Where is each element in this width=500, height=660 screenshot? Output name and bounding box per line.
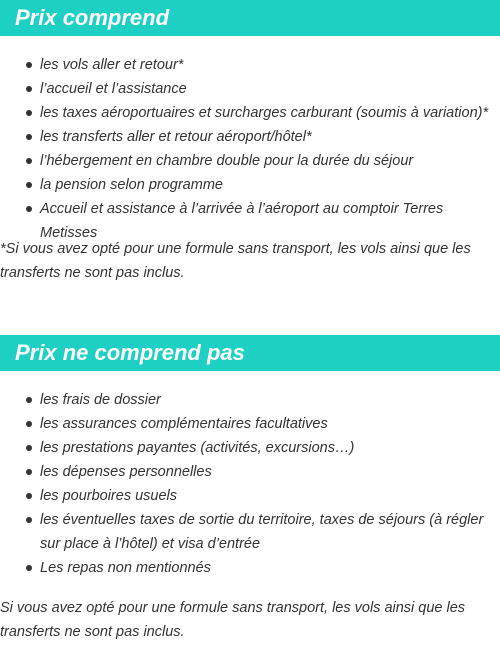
list-item-text: l’hébergement en chambre double pour la durée du séjour: [40, 153, 414, 169]
price-includes-heading: Prix comprend: [0, 0, 500, 36]
bullet-icon: [26, 182, 32, 188]
list-item: [0, 508, 500, 556]
list-item: [0, 484, 500, 508]
price-includes-note: *Si vous avez opté pour une formule sans transport, les vols ainsi que les transferts ne sont pas inclus.: [0, 241, 471, 281]
bullet-icon: [26, 86, 32, 92]
list-item-text: Les repas non mentionnés: [40, 560, 211, 576]
bullet-icon: [26, 110, 32, 116]
price-includes-list: [0, 53, 500, 245]
list-item-text: les prestations payantes (activités, excursions…): [40, 440, 355, 456]
list-item: [0, 125, 500, 149]
bullet-icon: [26, 421, 32, 427]
bullet-icon: [26, 158, 32, 164]
list-item: [0, 53, 500, 77]
bullet-icon: [26, 206, 32, 212]
list-item-text: les frais de dossier: [40, 392, 161, 408]
list-item-text: les éventuelles taxes de sortie du territoire, taxes de séjours (à régler sur place à l’hôtel) et visa d’entrée: [40, 512, 484, 552]
list-item: [0, 556, 500, 580]
list-item: [0, 101, 500, 125]
list-item: [0, 77, 500, 101]
list-item-text: les dépenses personnelles: [40, 464, 212, 480]
list-item: [0, 412, 500, 436]
list-item: [0, 436, 500, 460]
price-excludes-heading: Prix ne comprend pas: [0, 335, 500, 371]
bullet-icon: [26, 397, 32, 403]
list-item-text: Accueil et assistance à l’arrivée à l’aéroport au comptoir Terres Metisses: [40, 201, 444, 241]
price-excludes-note: Si vous avez opté pour une formule sans transport, les vols ainsi que les transferts ne sont pas inclus.: [0, 600, 466, 640]
bullet-icon: [26, 517, 32, 523]
list-item-text: les pourboires usuels: [40, 488, 178, 504]
list-item: [0, 460, 500, 484]
bullet-icon: [26, 62, 32, 68]
price-excludes-list: [0, 388, 500, 580]
list-item-text: la pension selon programme: [40, 177, 223, 193]
list-item-text: les transferts aller et retour aéroport/hôtel*: [40, 129, 312, 145]
bullet-icon: [26, 134, 32, 140]
list-item: [0, 173, 500, 197]
list-item: [0, 149, 500, 173]
list-item-text: les assurances complémentaires facultatives: [40, 416, 328, 432]
list-item-text: les vols aller et retour*: [40, 57, 184, 73]
bullet-icon: [26, 493, 32, 499]
list-item-text: l’accueil et l’assistance: [40, 81, 187, 97]
list-item: [0, 388, 500, 412]
bullet-icon: [26, 445, 32, 451]
bullet-icon: [26, 469, 32, 475]
list-item-text: les taxes aéroportuaires et surcharges carburant (soumis à variation)*: [40, 105, 489, 121]
bullet-icon: [26, 565, 32, 571]
